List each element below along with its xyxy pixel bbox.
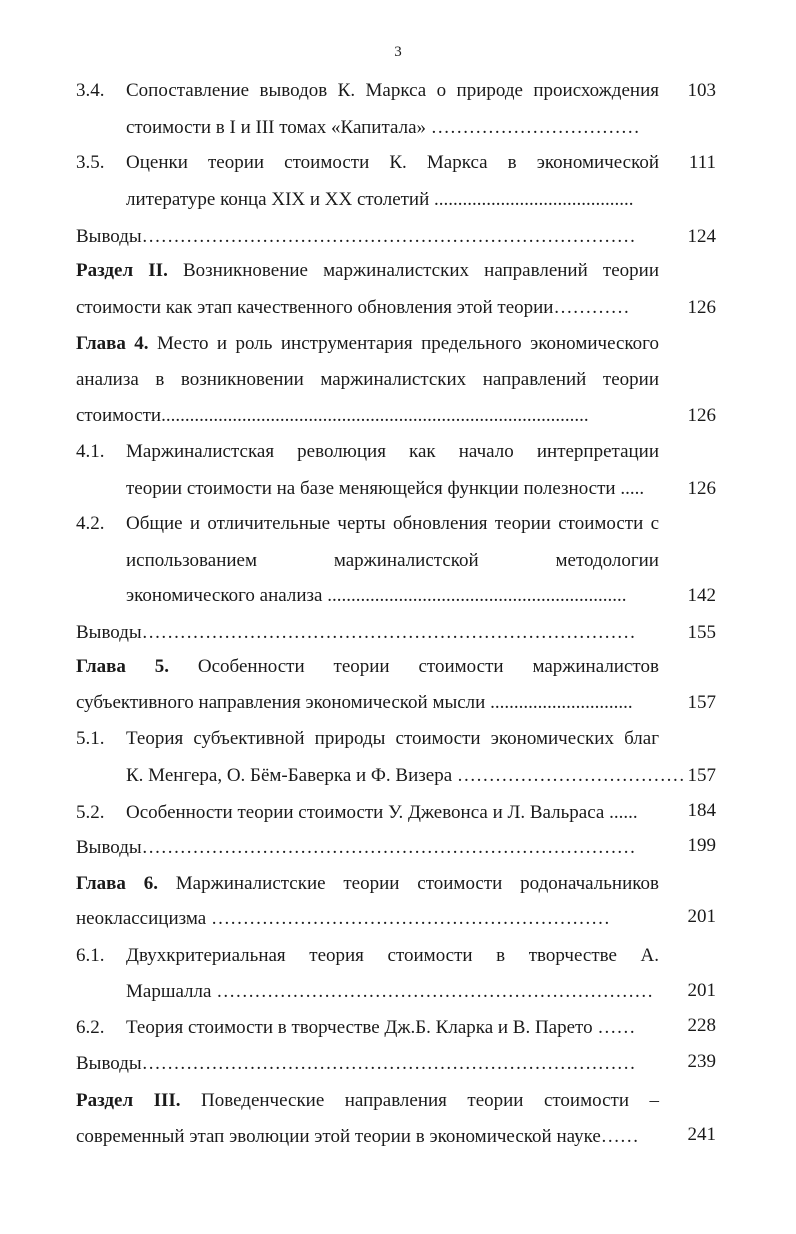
- entry-title-line: современный этап эволюции этой теории в экономической науке……: [76, 1126, 639, 1147]
- entry-title-line: Маршалла ……………………………………………………………: [126, 981, 654, 1002]
- page-ref: 126: [687, 405, 716, 426]
- section-number: 3.5.: [76, 152, 105, 173]
- entry-title-line: Выводы……………………………………………………………………: [76, 837, 636, 858]
- page-ref: 157: [687, 765, 716, 786]
- dot-leader: …………: [553, 297, 630, 318]
- entry-title-line: экономического анализа ...............................................................: [126, 585, 627, 606]
- dot-leader: ……………………………………………………………………: [141, 1053, 636, 1074]
- page-ref: 126: [687, 478, 716, 499]
- entry-title-line: Раздел III. Поведенческие направления теории стоимости –: [76, 1090, 659, 1111]
- page-ref: 199: [687, 835, 716, 856]
- entry-title-line: Глава 6. Маржиналистские теории стоимости родоначальников: [76, 873, 659, 894]
- page-ref: 111: [688, 152, 716, 173]
- page-ref: 184: [687, 800, 716, 821]
- entry-title-line: Особенности теории стоимости У. Джевонса и Л. Вальраса ......: [126, 802, 638, 823]
- dot-leader: ……………………………………………………………………: [141, 837, 636, 858]
- entry-title-line: стоимости..........................................................................................: [76, 405, 589, 426]
- entry-title-line: Оценки теории стоимости К. Маркса в экономической: [126, 152, 659, 173]
- page-ref: 126: [687, 297, 716, 318]
- entry-title-line: неоклассицизма ………………………………………………………: [76, 908, 610, 929]
- entry-title-line: Выводы……………………………………………………………………: [76, 1053, 636, 1074]
- dot-leader: ……………………………………………………………………: [141, 226, 636, 247]
- entry-title-line: Сопоставление выводов К. Маркса о природе происхождения: [126, 80, 659, 101]
- dot-leader: ..........................................: [429, 189, 634, 210]
- entry-title-line: субъективного направления экономической мысли ..............................: [76, 692, 633, 713]
- dot-leader: ……………………………………………………………: [211, 981, 654, 1002]
- entry-title-line: Выводы……………………………………………………………………: [76, 622, 636, 643]
- section-number: 4.1.: [76, 441, 105, 462]
- entry-title-line: Двухкритериальная теория стоимости в творчестве А.: [126, 945, 659, 966]
- page-ref: 142: [687, 585, 716, 606]
- page-ref: 124: [687, 226, 716, 247]
- page-number: 3: [394, 44, 402, 60]
- chapter-label: Глава 4.: [76, 333, 149, 354]
- page-ref: 155: [687, 622, 716, 643]
- entry-title-line: Общие и отличительные черты обновления теории стоимости с: [126, 513, 659, 534]
- entry-title-line: Выводы……………………………………………………………………: [76, 226, 636, 247]
- entry-title-line: Теория субъективной природы стоимости экономических благ: [126, 728, 659, 749]
- dot-leader: ……………………………………………………………………: [141, 622, 636, 643]
- section-number: 5.2.: [76, 802, 105, 823]
- page-ref: 201: [687, 906, 716, 927]
- section-number: 6.2.: [76, 1017, 105, 1038]
- entry-title-line: Маржиналистская революция как начало интерпретации: [126, 441, 659, 462]
- entry-title-line: Раздел II. Возникновение маржиналистских направлений теории: [76, 260, 660, 281]
- page-ref: 228: [687, 1015, 716, 1036]
- dot-leader: ………………………………: [452, 765, 685, 786]
- dot-leader: ……: [600, 1126, 639, 1147]
- section-number: 6.1.: [76, 945, 105, 966]
- page-ref: 239: [687, 1051, 716, 1072]
- section-label: Раздел III.: [76, 1090, 181, 1111]
- page-ref: 157: [687, 692, 716, 713]
- entry-title-line: Глава 5. Особенности теории стоимости маржиналистов: [76, 656, 659, 677]
- entry-title-line: теории стоимости на базе меняющейся функции полезности .....: [126, 478, 645, 499]
- dot-leader: ..............................: [485, 692, 633, 713]
- section-number: 5.1.: [76, 728, 105, 749]
- dot-leader: ……: [592, 1017, 636, 1038]
- dot-leader: ...............................................................: [322, 585, 627, 606]
- entry-title-line: Глава 4. Место и роль инструментария предельного экономического: [76, 333, 659, 354]
- dot-leader: ……………………………: [426, 117, 640, 138]
- entry-title-line: К. Менгера, О. Бём-Баверка и Ф. Визера ………………………………: [126, 765, 685, 786]
- page-ref: 201: [687, 980, 716, 1001]
- chapter-label: Глава 6.: [76, 873, 158, 894]
- dot-leader: .....: [615, 478, 645, 499]
- page-ref: 103: [687, 80, 716, 101]
- entry-title-line: анализа в возникновении маржиналистских направлений теории: [76, 369, 659, 390]
- dot-leader: ......: [604, 802, 638, 823]
- section-number: 4.2.: [76, 513, 105, 534]
- section-label: Раздел II.: [76, 260, 168, 281]
- dot-leader: ..........................................................................................: [161, 405, 589, 426]
- section-number: 3.4.: [76, 80, 105, 101]
- entry-title-line: Теория стоимости в творчестве Дж.Б. Кларка и В. Парето ……: [126, 1017, 636, 1038]
- entry-title-line: стоимости как этап качественного обновления этой теории…………: [76, 297, 630, 318]
- entry-title-line: стоимости в I и III томах «Капитала» ……………………………: [126, 117, 640, 138]
- page-ref: 241: [687, 1124, 716, 1145]
- dot-leader: ………………………………………………………: [206, 908, 610, 929]
- entry-title-line: литературе конца XIX и XX столетий ..........................................: [126, 189, 634, 210]
- entry-title-line: использованием маржиналистской методологии: [126, 550, 659, 571]
